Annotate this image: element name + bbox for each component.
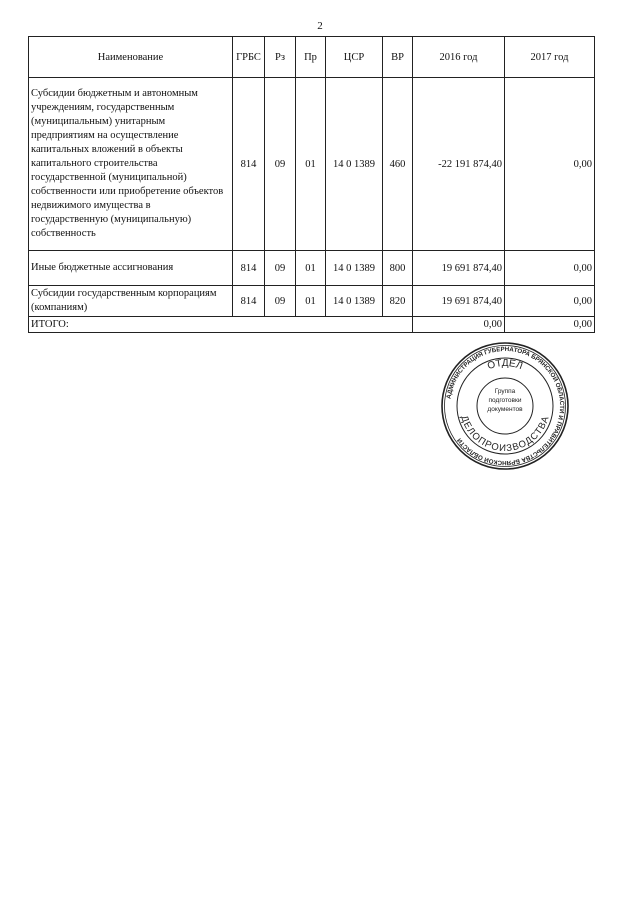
row-csr: 14 0 1389 [326, 78, 383, 251]
row-name: Субсидии государственным корпорациям (компаниям) [29, 286, 233, 317]
total-2016: 0,00 [413, 317, 505, 333]
row-pr: 01 [296, 251, 326, 286]
row-grbs: 814 [233, 78, 265, 251]
stamp-center-text [482, 387, 528, 414]
table-row [29, 78, 595, 251]
row-csr: 14 0 1389 [326, 251, 383, 286]
row-csr: 14 0 1389 [326, 286, 383, 317]
budget-table [28, 36, 595, 333]
header-grbs: ГРБС [233, 37, 265, 78]
stamp-outer-text: АДМИНИСТРАЦИЯ ГУБЕРНАТОРА БРЯНСКОЙ ОБЛАСТИ И ПРАВИТЕЛЬСТВА БРЯНСКОЙ ОБЛАСТИ [445, 345, 566, 467]
header-vr: ВР [383, 37, 413, 78]
row-name: Субсидии бюджетным и автономным учреждениям, государственным (муниципальным) унитарным предприятиям на осуществление капитальных вложений в объекты капитального строительства государственной (муниципальной) собственности или приобретение объектов недвижимого имущества в государственную (муниципальную) собственность [29, 78, 233, 251]
svg-text:ОТДЕЛ [486, 358, 524, 372]
stamp-center-line: документов [487, 406, 523, 413]
row-rz: 09 [265, 78, 296, 251]
row-vr: 820 [383, 286, 413, 317]
stamp-center-line: подготовки [488, 397, 522, 404]
row-grbs: 814 [233, 251, 265, 286]
row-2017: 0,00 [505, 251, 595, 286]
row-2016: -22 191 874,40 [413, 78, 505, 251]
row-2017: 0,00 [505, 78, 595, 251]
row-2016: 19 691 874,40 [413, 286, 505, 317]
row-2017: 0,00 [505, 286, 595, 317]
stamp-center-line: Группа [494, 388, 516, 395]
total-label: ИТОГО: [29, 317, 413, 333]
row-vr: 800 [383, 251, 413, 286]
row-rz: 09 [265, 251, 296, 286]
row-rz: 09 [265, 286, 296, 317]
row-grbs: 814 [233, 286, 265, 317]
official-stamp [440, 341, 570, 471]
header-2016: 2016 год [413, 37, 505, 78]
total-2017: 0,00 [505, 317, 595, 333]
stamp-inner-bottom: ДЕЛОПРОИЗВОДСТВА [458, 414, 552, 455]
header-name: Наименование [29, 37, 233, 78]
header-csr: ЦСР [326, 37, 383, 78]
header-rz: Рз [265, 37, 296, 78]
row-name: Иные бюджетные ассигнования [29, 251, 233, 286]
total-row [29, 317, 595, 333]
row-2016: 19 691 874,40 [413, 251, 505, 286]
table-row [29, 286, 595, 317]
table-row [29, 251, 595, 286]
page-number: 2 [317, 20, 323, 32]
row-pr: 01 [296, 78, 326, 251]
row-pr: 01 [296, 286, 326, 317]
header-row [29, 37, 595, 78]
stamp-inner-top: ОТДЕЛ [486, 357, 524, 373]
header-pr: Пр [296, 37, 326, 78]
header-2017: 2017 год [505, 37, 595, 78]
row-vr: 460 [383, 78, 413, 251]
